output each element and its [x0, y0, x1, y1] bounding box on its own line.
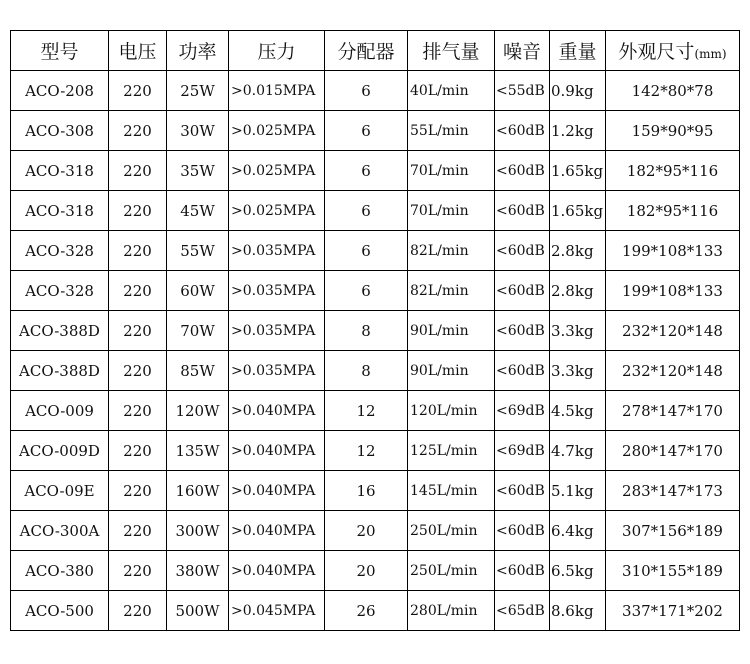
table-row — [11, 191, 740, 231]
cell-power: 160W — [167, 471, 229, 511]
cell-weight: 3.3kg — [550, 311, 606, 351]
cell-power: 500W — [167, 591, 229, 631]
cell-pressure: >0.035MPA — [229, 271, 325, 311]
cell-pressure: >0.015MPA — [229, 71, 325, 111]
header-dimensions-unit: (mm) — [694, 47, 727, 61]
cell-model: ACO-09E — [11, 471, 109, 511]
cell-weight: 6.5kg — [550, 551, 606, 591]
cell-airflow: 70L/min — [408, 191, 495, 231]
cell-dimensions: 232*120*148 — [606, 311, 740, 351]
cell-weight: 1.2kg — [550, 111, 606, 151]
cell-airflow: 40L/min — [408, 71, 495, 111]
table-row — [11, 231, 740, 271]
cell-power: 25W — [167, 71, 229, 111]
table-body — [11, 71, 740, 631]
cell-voltage: 220 — [109, 271, 167, 311]
cell-model: ACO-009 — [11, 391, 109, 431]
cell-distributor: 6 — [325, 111, 408, 151]
cell-voltage: 220 — [109, 231, 167, 271]
cell-voltage: 220 — [109, 431, 167, 471]
cell-dimensions: 283*147*173 — [606, 471, 740, 511]
cell-model: ACO-388D — [11, 351, 109, 391]
cell-dimensions: 182*95*116 — [606, 151, 740, 191]
cell-noise: <60dB — [495, 311, 550, 351]
cell-weight: 4.5kg — [550, 391, 606, 431]
cell-pressure: >0.035MPA — [229, 311, 325, 351]
cell-distributor: 16 — [325, 471, 408, 511]
cell-dimensions: 199*108*133 — [606, 231, 740, 271]
table-row — [11, 471, 740, 511]
cell-distributor: 6 — [325, 191, 408, 231]
cell-power: 380W — [167, 551, 229, 591]
header-dimensions — [606, 31, 740, 71]
header-dimensions-label: 外观尺寸 — [618, 41, 695, 63]
table-row — [11, 351, 740, 391]
cell-distributor: 6 — [325, 151, 408, 191]
table-row — [11, 71, 740, 111]
cell-airflow: 145L/min — [408, 471, 495, 511]
cell-noise: <69dB — [495, 431, 550, 471]
cell-pressure: >0.040MPA — [229, 551, 325, 591]
cell-weight: 4.7kg — [550, 431, 606, 471]
cell-pressure: >0.025MPA — [229, 111, 325, 151]
cell-power: 300W — [167, 511, 229, 551]
cell-airflow: 250L/min — [408, 511, 495, 551]
cell-noise: <60dB — [495, 231, 550, 271]
header-power: 功率 — [167, 31, 229, 71]
cell-airflow: 82L/min — [408, 231, 495, 271]
cell-distributor: 8 — [325, 351, 408, 391]
cell-noise: <69dB — [495, 391, 550, 431]
cell-power: 30W — [167, 111, 229, 151]
cell-distributor: 12 — [325, 431, 408, 471]
table-row — [11, 151, 740, 191]
cell-airflow: 120L/min — [408, 391, 495, 431]
cell-pressure: >0.035MPA — [229, 351, 325, 391]
header-row — [11, 31, 740, 71]
cell-power: 60W — [167, 271, 229, 311]
cell-power: 120W — [167, 391, 229, 431]
cell-weight: 3.3kg — [550, 351, 606, 391]
cell-power: 70W — [167, 311, 229, 351]
cell-voltage: 220 — [109, 591, 167, 631]
cell-noise: <60dB — [495, 151, 550, 191]
cell-power: 55W — [167, 231, 229, 271]
header-distributor: 分配器 — [325, 31, 408, 71]
cell-airflow: 70L/min — [408, 151, 495, 191]
cell-distributor: 6 — [325, 271, 408, 311]
cell-voltage: 220 — [109, 191, 167, 231]
cell-voltage: 220 — [109, 551, 167, 591]
cell-power: 45W — [167, 191, 229, 231]
cell-pressure: >0.025MPA — [229, 191, 325, 231]
header-pressure: 压力 — [229, 31, 325, 71]
cell-model: ACO-328 — [11, 231, 109, 271]
table-row — [11, 431, 740, 471]
cell-noise: <55dB — [495, 71, 550, 111]
cell-weight: 8.6kg — [550, 591, 606, 631]
cell-noise: <60dB — [495, 351, 550, 391]
cell-model: ACO-500 — [11, 591, 109, 631]
cell-weight: 2.8kg — [550, 231, 606, 271]
cell-dimensions: 182*95*116 — [606, 191, 740, 231]
cell-voltage: 220 — [109, 351, 167, 391]
cell-distributor: 12 — [325, 391, 408, 431]
header-model: 型号 — [11, 31, 109, 71]
cell-voltage: 220 — [109, 111, 167, 151]
cell-dimensions: 310*155*189 — [606, 551, 740, 591]
header-weight: 重量 — [550, 31, 606, 71]
cell-distributor: 20 — [325, 511, 408, 551]
header-noise: 噪音 — [495, 31, 550, 71]
cell-noise: <60dB — [495, 191, 550, 231]
cell-weight: 2.8kg — [550, 271, 606, 311]
cell-voltage: 220 — [109, 511, 167, 551]
table-row — [11, 511, 740, 551]
header-airflow: 排气量 — [408, 31, 495, 71]
cell-distributor: 20 — [325, 551, 408, 591]
cell-distributor: 6 — [325, 71, 408, 111]
cell-noise: <60dB — [495, 271, 550, 311]
cell-weight: 1.65kg — [550, 191, 606, 231]
cell-dimensions: 199*108*133 — [606, 271, 740, 311]
cell-pressure: >0.040MPA — [229, 391, 325, 431]
cell-weight: 5.1kg — [550, 471, 606, 511]
cell-airflow: 82L/min — [408, 271, 495, 311]
cell-distributor: 8 — [325, 311, 408, 351]
cell-airflow: 90L/min — [408, 351, 495, 391]
cell-dimensions: 159*90*95 — [606, 111, 740, 151]
cell-voltage: 220 — [109, 151, 167, 191]
cell-weight: 1.65kg — [550, 151, 606, 191]
cell-model: ACO-318 — [11, 151, 109, 191]
cell-pressure: >0.025MPA — [229, 151, 325, 191]
cell-model: ACO-208 — [11, 71, 109, 111]
cell-voltage: 220 — [109, 391, 167, 431]
cell-model: ACO-388D — [11, 311, 109, 351]
cell-power: 135W — [167, 431, 229, 471]
table-row — [11, 271, 740, 311]
cell-airflow: 280L/min — [408, 591, 495, 631]
cell-weight: 0.9kg — [550, 71, 606, 111]
cell-model: ACO-380 — [11, 551, 109, 591]
cell-noise: <65dB — [495, 591, 550, 631]
cell-voltage: 220 — [109, 311, 167, 351]
cell-dimensions: 232*120*148 — [606, 351, 740, 391]
cell-model: ACO-308 — [11, 111, 109, 151]
cell-dimensions: 280*147*170 — [606, 431, 740, 471]
cell-power: 85W — [167, 351, 229, 391]
cell-airflow: 55L/min — [408, 111, 495, 151]
table-row — [11, 391, 740, 431]
cell-dimensions: 142*80*78 — [606, 71, 740, 111]
header-voltage: 电压 — [109, 31, 167, 71]
cell-pressure: >0.040MPA — [229, 471, 325, 511]
table-row — [11, 591, 740, 631]
cell-noise: <60dB — [495, 471, 550, 511]
cell-noise: <60dB — [495, 551, 550, 591]
cell-pressure: >0.040MPA — [229, 511, 325, 551]
table-row — [11, 311, 740, 351]
cell-power: 35W — [167, 151, 229, 191]
cell-model: ACO-318 — [11, 191, 109, 231]
cell-model: ACO-328 — [11, 271, 109, 311]
cell-distributor: 26 — [325, 591, 408, 631]
cell-dimensions: 278*147*170 — [606, 391, 740, 431]
cell-pressure: >0.035MPA — [229, 231, 325, 271]
spec-table — [10, 30, 740, 631]
cell-noise: <60dB — [495, 511, 550, 551]
cell-voltage: 220 — [109, 71, 167, 111]
cell-pressure: >0.040MPA — [229, 431, 325, 471]
cell-noise: <60dB — [495, 111, 550, 151]
cell-distributor: 6 — [325, 231, 408, 271]
cell-dimensions: 337*171*202 — [606, 591, 740, 631]
cell-model: ACO-009D — [11, 431, 109, 471]
table-row — [11, 111, 740, 151]
cell-dimensions: 307*156*189 — [606, 511, 740, 551]
table-row — [11, 551, 740, 591]
cell-voltage: 220 — [109, 471, 167, 511]
cell-pressure: >0.045MPA — [229, 591, 325, 631]
cell-airflow: 125L/min — [408, 431, 495, 471]
cell-airflow: 250L/min — [408, 551, 495, 591]
cell-model: ACO-300A — [11, 511, 109, 551]
cell-airflow: 90L/min — [408, 311, 495, 351]
cell-weight: 6.4kg — [550, 511, 606, 551]
